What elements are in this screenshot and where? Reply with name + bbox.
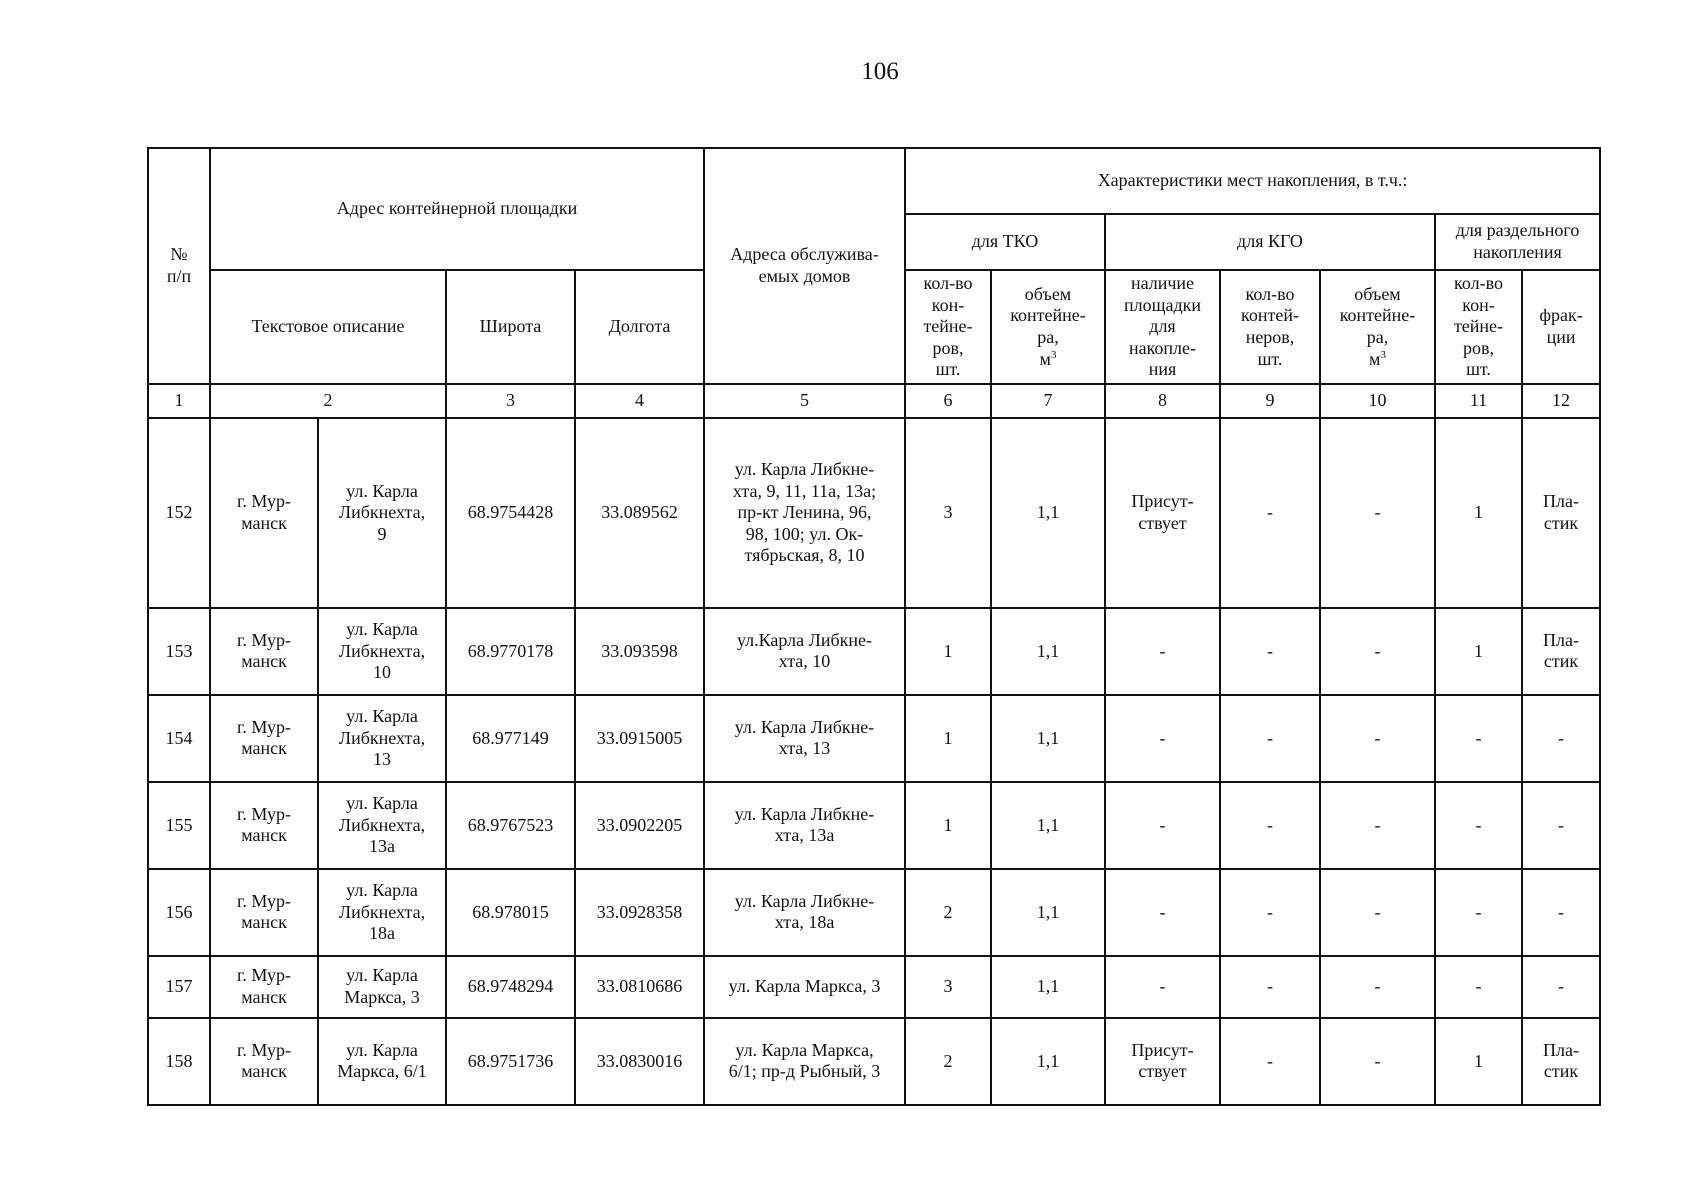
row-kgo-presence: - xyxy=(1105,782,1220,869)
row-city: г. Мур- манск xyxy=(210,608,318,695)
column-number: 6 xyxy=(905,384,991,418)
row-kgo-presence: Присут- ствует xyxy=(1105,418,1220,608)
row-longitude: 33.0915005 xyxy=(575,695,704,782)
header-tko-count: кол-во кон- тейне- ров, шт. xyxy=(905,270,991,384)
row-served-houses: ул. Карла Маркса, 3 xyxy=(704,956,905,1018)
row-longitude: 33.0902205 xyxy=(575,782,704,869)
row-sep-fraction: - xyxy=(1522,869,1600,956)
row-sep-fraction: - xyxy=(1522,956,1600,1018)
row-tko-count: 2 xyxy=(905,1018,991,1105)
header-kgo-volume: объем контейне- ра, $м^3$ xyxy=(1320,270,1435,384)
row-sep-count: 1 xyxy=(1435,418,1522,608)
row-tko-count: 2 xyxy=(905,869,991,956)
row-kgo-count: - xyxy=(1220,1018,1320,1105)
table-row xyxy=(148,782,1600,869)
row-number: 158 xyxy=(148,1018,210,1105)
row-city: г. Мур- манск xyxy=(210,418,318,608)
row-kgo-presence: - xyxy=(1105,956,1220,1018)
header-tko-volume: объем контейне- ра, $м^3$ xyxy=(991,270,1105,384)
row-latitude: 68.9748294 xyxy=(446,956,575,1018)
row-longitude: 33.0928358 xyxy=(575,869,704,956)
column-number: 2 xyxy=(210,384,446,418)
row-latitude: 68.9770178 xyxy=(446,608,575,695)
row-tko-count: 1 xyxy=(905,782,991,869)
row-tko-volume: 1,1 xyxy=(991,956,1105,1018)
row-tko-volume: 1,1 xyxy=(991,418,1105,608)
header-kgo-presence: наличие площадки для накопле- ния xyxy=(1105,270,1220,384)
row-kgo-count: - xyxy=(1220,782,1320,869)
row-kgo-count: - xyxy=(1220,695,1320,782)
header-sep-count: кол-во кон- тейне- ров, шт. xyxy=(1435,270,1522,384)
row-kgo-presence: Присут- ствует xyxy=(1105,1018,1220,1105)
row-sep-count: 1 xyxy=(1435,608,1522,695)
row-latitude: 68.978015 xyxy=(446,869,575,956)
row-tko-volume: 1,1 xyxy=(991,782,1105,869)
row-kgo-volume: - xyxy=(1320,956,1435,1018)
row-longitude: 33.089562 xyxy=(575,418,704,608)
row-served-houses: ул. Карла Маркса, 6/1; пр-д Рыбный, 3 xyxy=(704,1018,905,1105)
row-sep-count: - xyxy=(1435,695,1522,782)
header-separate: для раздельного накопления xyxy=(1435,214,1600,270)
header-tko: для ТКО xyxy=(905,214,1105,270)
row-number: 154 xyxy=(148,695,210,782)
row-city: г. Мур- манск xyxy=(210,1018,318,1105)
row-kgo-count: - xyxy=(1220,956,1320,1018)
row-tko-count: 1 xyxy=(905,608,991,695)
header-text-description: Текстовое описание xyxy=(210,270,446,384)
row-sep-count: - xyxy=(1435,782,1522,869)
row-number: 155 xyxy=(148,782,210,869)
row-city: г. Мур- манск xyxy=(210,695,318,782)
row-kgo-count: - xyxy=(1220,869,1320,956)
row-kgo-volume: - xyxy=(1320,695,1435,782)
header-kgo-count: кол-во контей- неров, шт. xyxy=(1220,270,1320,384)
row-tko-count: 3 xyxy=(905,956,991,1018)
row-city: г. Мур- манск xyxy=(210,869,318,956)
table-row xyxy=(148,869,1600,956)
row-sep-count: 1 xyxy=(1435,1018,1522,1105)
header-latitude: Широта xyxy=(446,270,575,384)
row-sep-fraction: - xyxy=(1522,782,1600,869)
row-number: 153 xyxy=(148,608,210,695)
row-kgo-count: - xyxy=(1220,418,1320,608)
row-kgo-count: - xyxy=(1220,608,1320,695)
column-number: 9 xyxy=(1220,384,1320,418)
row-latitude: 68.9751736 xyxy=(446,1018,575,1105)
row-number: 152 xyxy=(148,418,210,608)
row-number: 157 xyxy=(148,956,210,1018)
table-row xyxy=(148,608,1600,695)
row-sep-count: - xyxy=(1435,956,1522,1018)
row-sep-fraction: - xyxy=(1522,695,1600,782)
row-latitude: 68.977149 xyxy=(446,695,575,782)
header-address: Адрес контейнерной площадки xyxy=(210,148,704,270)
row-served-houses: ул. Карла Либкне- хта, 13а xyxy=(704,782,905,869)
row-longitude: 33.093598 xyxy=(575,608,704,695)
column-number: 12 xyxy=(1522,384,1600,418)
row-tko-count: 3 xyxy=(905,418,991,608)
column-number: 10 xyxy=(1320,384,1435,418)
row-tko-volume: 1,1 xyxy=(991,1018,1105,1105)
row-tko-count: 1 xyxy=(905,695,991,782)
row-served-houses: ул. Карла Либкне- хта, 9, 11, 11а, 13а; пр-кт Ленина, 96, 98, 100; ул. Ок- тябрьская, 8, 10 xyxy=(704,418,905,608)
row-number: 156 xyxy=(148,869,210,956)
header-longitude: Долгота xyxy=(575,270,704,384)
row-kgo-presence: - xyxy=(1105,869,1220,956)
row-tko-volume: 1,1 xyxy=(991,869,1105,956)
row-longitude: 33.0830016 xyxy=(575,1018,704,1105)
column-number: 8 xyxy=(1105,384,1220,418)
column-numbers-row xyxy=(148,384,1600,418)
table-row xyxy=(148,956,1600,1018)
header-sep-fraction: фрак- ции xyxy=(1522,270,1600,384)
row-served-houses: ул. Карла Либкне- хта, 13 xyxy=(704,695,905,782)
row-longitude: 33.0810686 xyxy=(575,956,704,1018)
row-served-houses: ул.Карла Либкне- хта, 10 xyxy=(704,608,905,695)
column-number: 4 xyxy=(575,384,704,418)
row-latitude: 68.9767523 xyxy=(446,782,575,869)
page-number: 106 xyxy=(861,58,899,85)
header-kgo: для КГО xyxy=(1105,214,1435,270)
row-street: ул. Карла Либкнехта, 13 xyxy=(318,695,446,782)
row-street: ул. Карла Либкнехта, 13а xyxy=(318,782,446,869)
row-tko-volume: 1,1 xyxy=(991,695,1105,782)
container-sites-table xyxy=(147,147,1601,1106)
row-city: г. Мур- манск xyxy=(210,782,318,869)
row-sep-fraction: Пла- стик xyxy=(1522,418,1600,608)
column-number: 11 xyxy=(1435,384,1522,418)
row-street: ул. Карла Маркса, 6/1 xyxy=(318,1018,446,1105)
row-tko-volume: 1,1 xyxy=(991,608,1105,695)
row-sep-fraction: Пла- стик xyxy=(1522,608,1600,695)
table-row xyxy=(148,418,1600,608)
table-row xyxy=(148,1018,1600,1105)
column-number: 7 xyxy=(991,384,1105,418)
table-body xyxy=(148,418,1600,1105)
column-number: 3 xyxy=(446,384,575,418)
column-number: 1 xyxy=(148,384,210,418)
row-kgo-volume: - xyxy=(1320,782,1435,869)
table-row xyxy=(148,695,1600,782)
row-kgo-volume: - xyxy=(1320,1018,1435,1105)
row-street: ул. Карла Либкнехта, 18а xyxy=(318,869,446,956)
row-sep-fraction: Пла- стик xyxy=(1522,1018,1600,1105)
row-street: ул. Карла Маркса, 3 xyxy=(318,956,446,1018)
row-kgo-presence: - xyxy=(1105,695,1220,782)
header-served-houses: Адреса обслужива- емых домов xyxy=(704,148,905,384)
row-kgo-volume: - xyxy=(1320,869,1435,956)
row-kgo-volume: - xyxy=(1320,418,1435,608)
row-street: ул. Карла Либкнехта, 9 xyxy=(318,418,446,608)
column-number: 5 xyxy=(704,384,905,418)
row-latitude: 68.9754428 xyxy=(446,418,575,608)
header-characteristics: Характеристики мест накопления, в т.ч.: xyxy=(905,148,1600,214)
header-num: № п/п xyxy=(148,148,210,384)
row-served-houses: ул. Карла Либкне- хта, 18а xyxy=(704,869,905,956)
row-kgo-presence: - xyxy=(1105,608,1220,695)
row-street: ул. Карла Либкнехта, 10 xyxy=(318,608,446,695)
row-sep-count: - xyxy=(1435,869,1522,956)
row-kgo-volume: - xyxy=(1320,608,1435,695)
row-city: г. Мур- манск xyxy=(210,956,318,1018)
